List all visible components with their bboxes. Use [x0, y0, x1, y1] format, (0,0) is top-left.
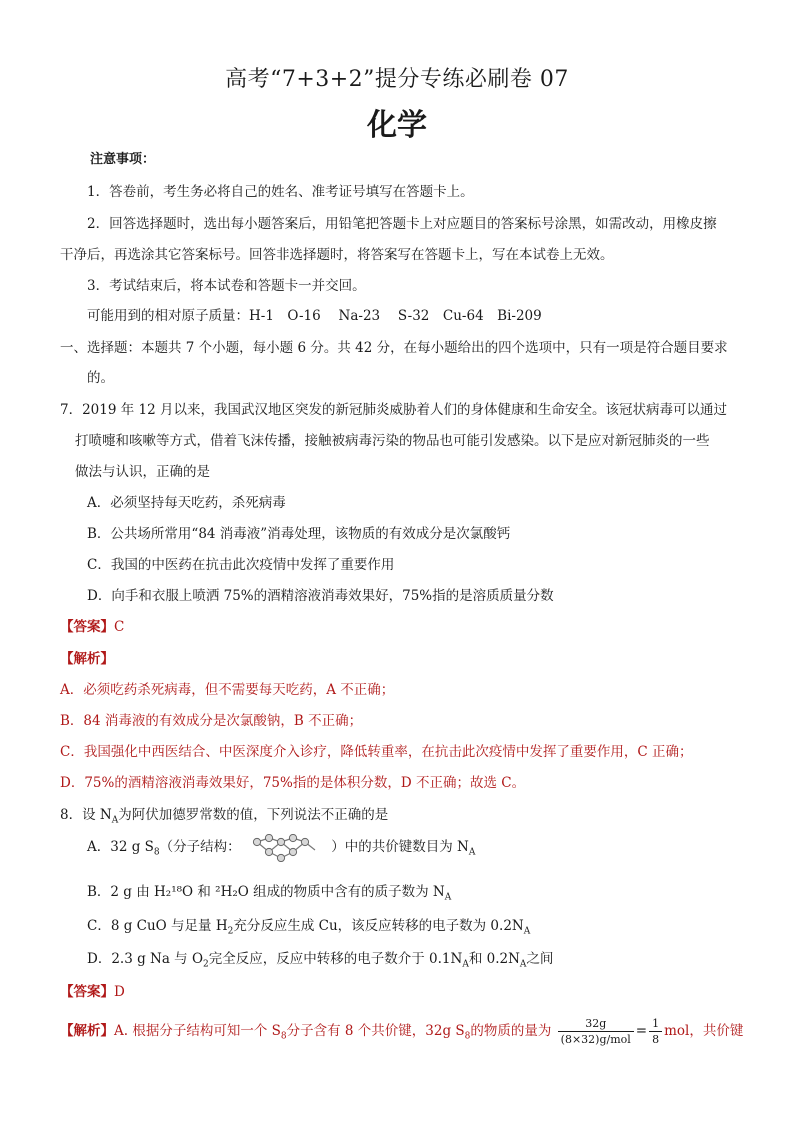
q7-answer	[60, 615, 124, 635]
q8-option-b: B．2 g 由 H₂¹⁸O 和 ²H₂O 组成的物质中含有的质子数为 $N_A$	[87, 884, 452, 903]
q7-stem-line3: 做法与认识，正确的是	[75, 464, 210, 480]
q8-option-c: C．8 g CuO 与足量 $H_2$充分反应生成 Cu，该反应转移的电子数为 $0.2N_A$	[87, 918, 531, 937]
section1-heading-line1: 一、选择题：本题共 7 个小题，每小题 6 分。共 42 分，在每小题给出的四个选项中，只有一项是符合题目要求	[60, 340, 728, 356]
answer-label: 【答案】	[60, 984, 114, 1000]
notes-heading: 注意事项：	[90, 152, 156, 167]
q7-option-d: D．向手和衣服上喷洒 75%的酒精溶液消毒效果好，75%指的是溶质质量分数	[87, 588, 554, 604]
note-item-3: 3．考试结束后，将本试卷和答题卡一并交回。	[87, 278, 366, 294]
note-item-2-line1: 2．回答选择题时，选出每小题答案后，用铅笔把答题卡上对应题目的答案标号涂黑，如需改动，用橡皮擦	[87, 216, 717, 232]
section1-heading-line2: 的。	[87, 370, 114, 386]
q7-stem-line2: 打喷嚏和咳嗽等方式，借着飞沫传播，接触被病毒污染的物品也可能引发感染。以下是应对新冠肺炎的一些	[75, 433, 710, 449]
q7-option-b: B．公共场所常用“84 消毒液”消毒处理，该物质的有效成分是次氯酸钙	[87, 526, 511, 542]
atomic-masses: 可能用到的相对原子质量：H-1 O-16 Na-23 S-32 Cu-64 Bi-209	[87, 308, 542, 324]
q7-stem-line1: 7．2019 年 12 月以来，我国武汉地区突发的新冠肺炎威胁着人们的身体健康和生命安全。该冠状病毒可以通过	[60, 402, 727, 418]
note-item-2-line2: 干净后，再选涂其它答案标号。回答非选择题时，将答案写在答题卡上，写在本试卷上无效。	[60, 247, 614, 263]
q7-explain-a: A．必须吃药杀死病毒，但不需要每天吃药，A 不正确；	[60, 682, 395, 698]
q7-option-a: A．必须坚持每天吃药，杀死病毒	[87, 495, 286, 511]
subject-title: 化学	[367, 108, 427, 143]
q8-stem: 8．设 $N_A$为阿伏加德罗常数的值，下列说法不正确的是	[60, 807, 389, 826]
answer-value: C	[114, 619, 125, 635]
q8-option-a: A．32 g $S_8$（分子结构： ）中的共价键数目为 $N_A$	[87, 832, 475, 868]
document-title: 高考“7+3+2”提分专练必刷卷 07	[225, 67, 569, 92]
q7-explain-d: D．75%的酒精溶液消毒效果好，75%指的是体积分数，D 不正确；故选 C。	[60, 775, 526, 791]
q8-analysis: 【解析】A. 根据分子结构可知一个 $S_8$分子含有 8 个共价键，32g $S_8$的物质的量为 $\frac{32g}{\text{(8×32)g/mol}}$ = $\frac{1}{8}$ mol，共价键	[60, 1017, 744, 1046]
q8-option-d: D．2.3 g Na 与 $O_2$完全反应，反应中转移的电子数介于 $0.1N_A$和 $0.2N_A$之间	[87, 951, 554, 970]
answer-label: 【答案】	[60, 619, 114, 635]
note-item-1: 1．答卷前，考生务必将自己的姓名、准考证号填写在答题卡上。	[87, 184, 474, 200]
fraction-one-eighth: $\frac{1}{8}$	[649, 1016, 662, 1047]
answer-value: D	[114, 984, 125, 1000]
q8-answer	[60, 980, 125, 1000]
q8-analysis-label: 【解析】	[60, 1023, 114, 1039]
s8-molecule-structure-icon	[251, 834, 321, 862]
q7-explain-c: C．我国强化中西医结合、中医深度介入诊疗，降低转重率，在抗击此次疫情中发挥了重要作用，C 正确；	[60, 744, 693, 760]
q7-option-c: C．我国的中医药在抗击此次疫情中发挥了重要作用	[87, 557, 395, 573]
q7-analysis-label: 【解析】	[60, 651, 114, 667]
q7-explain-b: B．84 消毒液的有效成分是次氯酸钠，B 不正确；	[60, 713, 363, 729]
fraction-moles: $\frac{32g}{\text{(8×32)g/mol}}$	[558, 1016, 634, 1047]
